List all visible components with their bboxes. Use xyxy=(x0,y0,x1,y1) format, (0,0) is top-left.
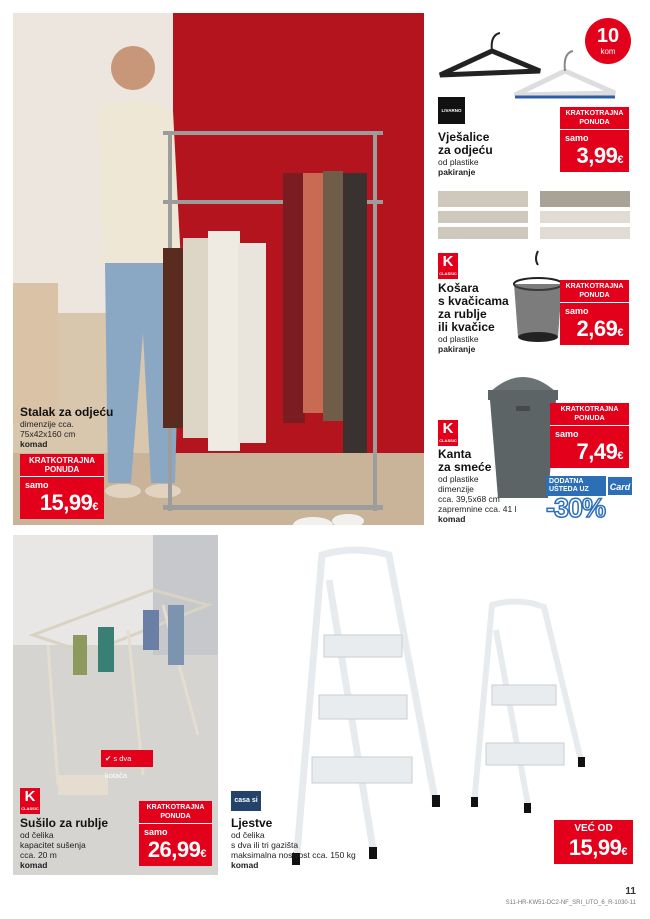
basket-samo: samo xyxy=(565,306,589,316)
ladder-unit: komad xyxy=(231,860,259,870)
hangers-price: 3,99 xyxy=(576,143,618,168)
footer-code: S11-HR-KW51-DC2-NF_SRI_UTO_6_R-1030-11 xyxy=(505,900,636,906)
rack-price: 15,99 xyxy=(39,490,93,515)
hangers-currency: € xyxy=(617,154,623,166)
bin-currency: € xyxy=(617,450,623,462)
hangers-count-badge xyxy=(585,18,631,64)
dryer-title: Sušilo za rublje xyxy=(20,816,109,830)
bin-badge-1: KRATKOTRAJNA xyxy=(560,406,619,413)
dryer-desc-2: kapacitet sušenja xyxy=(20,840,86,850)
card-discount-box xyxy=(546,476,634,522)
bin-price: 7,49 xyxy=(576,439,618,464)
dryer-panel xyxy=(13,535,218,875)
basket-title-4: ili kvačice xyxy=(438,320,495,334)
rack-desc-2: 75x42x160 cm xyxy=(20,429,76,439)
check-icon: ✔ xyxy=(105,754,112,763)
basket-title-3: za rublje xyxy=(438,307,487,321)
bin-badge-2: PONUDA xyxy=(550,414,629,426)
basket-badge-2: PONUDA xyxy=(560,291,629,303)
basket-title-2: s kvačicama xyxy=(438,294,509,308)
hangers-count-unit: kom xyxy=(600,47,616,56)
basket-currency: € xyxy=(617,327,623,339)
basket-unit: pakiranje xyxy=(438,344,476,354)
pegs-image xyxy=(430,187,637,247)
ladder-desc-1: od čelika xyxy=(231,830,265,840)
rack-badge-2: PONUDA xyxy=(20,465,104,477)
card-logo: Card xyxy=(607,476,633,496)
basket-title-1: Košara xyxy=(438,281,479,295)
bin-title-1: Kanta xyxy=(438,447,472,461)
rack-samo: samo xyxy=(25,480,49,490)
dryer-badge-1: KRATKOTRAJNA xyxy=(146,804,205,811)
rack-currency: € xyxy=(92,501,98,513)
ladder-title: Ljestve xyxy=(231,816,273,830)
dryer-desc-3: cca. 20 m xyxy=(20,850,57,860)
dryer-badge-2: PONUDA xyxy=(139,812,212,824)
card-discount: -30% xyxy=(546,493,606,523)
basket-badge-1: KRATKOTRAJNA xyxy=(565,283,624,290)
hangers-badge-1: KRATKOTRAJNA xyxy=(565,110,624,117)
dryer-samo: samo xyxy=(144,827,168,837)
kclassic-logo-basket: K CLASSIC xyxy=(438,253,458,279)
rack-price-box xyxy=(20,454,104,519)
ladder-price-box xyxy=(554,820,633,864)
casasi-logo: casa si xyxy=(231,791,261,811)
rack-panel xyxy=(13,13,424,525)
basket-panel xyxy=(430,187,637,357)
bin-desc-1: od plastike xyxy=(438,474,479,484)
basket-price-box xyxy=(560,280,629,345)
basket-desc: od plastike xyxy=(438,334,479,344)
hangers-title-1: Vješalice xyxy=(438,130,490,144)
ladder-from-label: VEĆ OD xyxy=(574,823,613,834)
dryer-desc-1: od čelika xyxy=(20,830,54,840)
bin-desc-2: dimenzije xyxy=(438,484,474,494)
rack-title: Stalak za odjeću xyxy=(20,405,114,419)
dryer-price-box xyxy=(139,801,212,866)
card-extra-label-1: DODATNA xyxy=(549,478,584,485)
bin-title-2: za smeće xyxy=(438,460,492,474)
dryer-currency: € xyxy=(200,848,206,860)
ladder-desc-2: s dva ili tri gazišta xyxy=(231,840,299,850)
rack-desc-1: dimenzije cca. xyxy=(20,419,74,429)
kclassic-logo-dryer: K CLASSIC xyxy=(20,788,40,814)
hangers-unit: pakiranje xyxy=(438,167,476,177)
basket-price: 2,69 xyxy=(576,316,618,341)
hangers-title-2: za odjeću xyxy=(438,143,493,157)
ladder-panel xyxy=(224,535,637,875)
wheels-tag xyxy=(101,750,153,780)
hangers-price-box xyxy=(560,107,629,172)
hangers-badge-2: PONUDA xyxy=(560,118,629,130)
ladder-desc-3: maksimalna nosivost cca. 150 kg xyxy=(231,850,356,860)
dryer-unit: komad xyxy=(20,860,48,870)
page-number: 11 xyxy=(625,886,636,897)
livarno-logo: LIVARNO xyxy=(438,97,465,124)
kclassic-logo-bin: K CLASSIC xyxy=(438,420,458,446)
ladder-currency: € xyxy=(621,846,627,858)
bin-desc-3: cca. 39,5x68 cm xyxy=(438,494,500,504)
hangers-samo: samo xyxy=(565,133,589,143)
hangers-desc: od plastike xyxy=(438,157,479,167)
rack-unit: komad xyxy=(20,439,48,449)
bin-panel xyxy=(430,362,637,526)
wheels-tag-text: s dva kotača xyxy=(105,754,132,780)
bin-price-box xyxy=(550,403,629,468)
rack-badge-1: KRATKOTRAJNA xyxy=(28,456,96,465)
card-extra-label-2: UŠTEDA UZ xyxy=(549,486,589,493)
hangers-panel xyxy=(430,13,637,181)
bin-samo: samo xyxy=(555,429,579,439)
basket-image xyxy=(508,249,568,349)
hangers-count-number: 10 xyxy=(596,25,620,47)
bin-desc-4: zapremnine cca. 41 l xyxy=(438,504,517,514)
bin-unit: komad xyxy=(438,514,466,524)
ladder-price: 15,99 xyxy=(568,835,622,860)
dryer-price: 26,99 xyxy=(147,837,201,862)
